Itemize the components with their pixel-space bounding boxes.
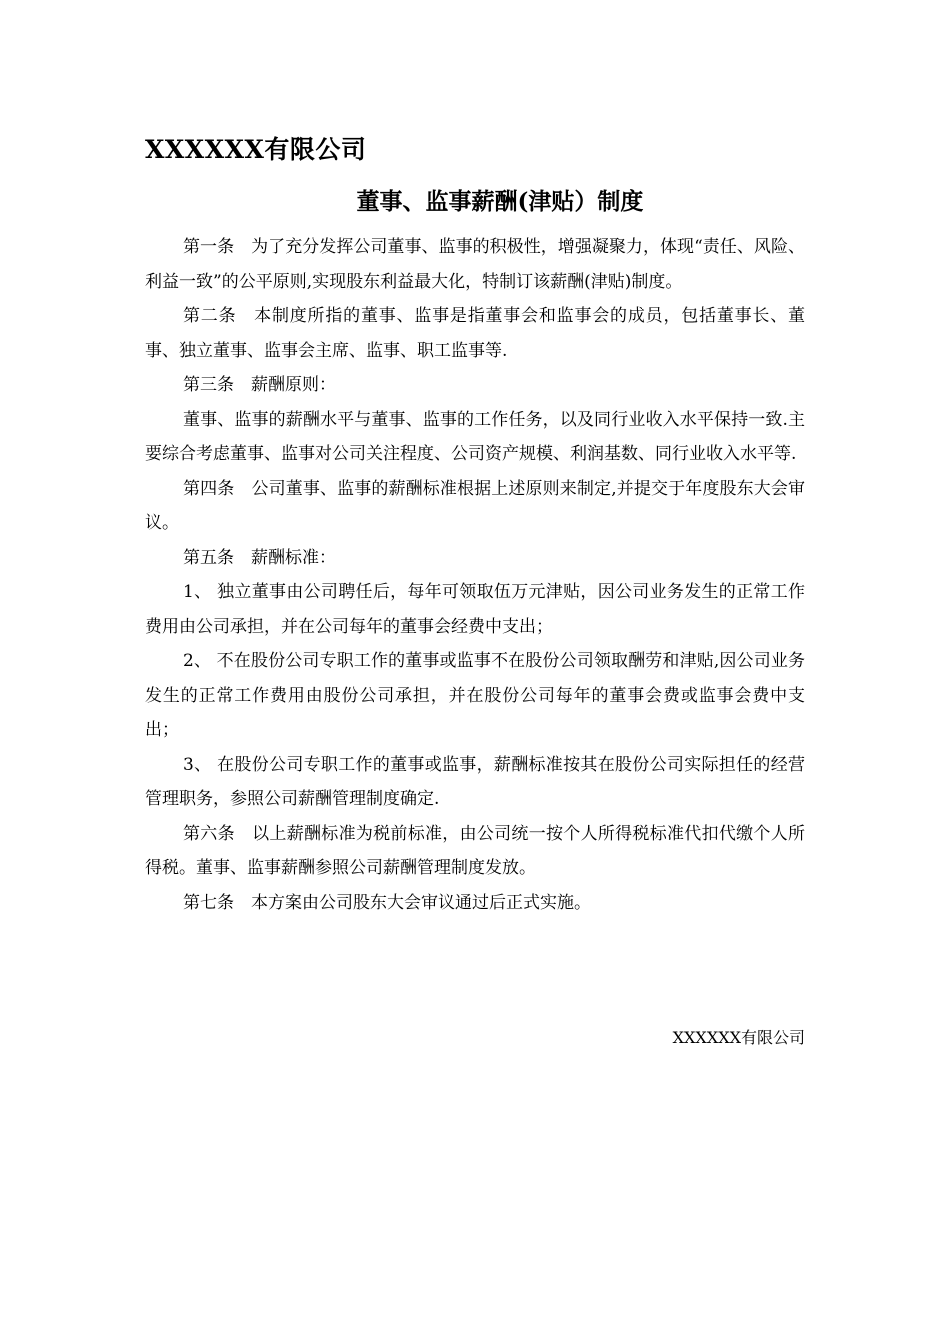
article-5-item-2: 2、 不在股份公司专职工作的董事或监事不在股份公司领取酬劳和津贴,因公司业务发生的正常工作费用由股份公司承担，并在股份公司每年的董事会费或监事会费中支出； — [145, 651, 805, 740]
document-title: 董事、监事薪酬(津贴）制度 — [356, 188, 644, 215]
article-6: 第六条 以上薪酬标准为税前标准，由公司统一按个人所得税标准代扣代缴个人所得税。董事、监事薪酬参照公司薪酬管理制度发放。 — [145, 823, 805, 878]
article-5-item-1: 1、 独立董事由公司聘任后，每年可领取伍万元津贴，因公司业务发生的正常工作费用由公司承担，并在公司每年的董事会经费中支出； — [145, 582, 805, 637]
article-1: 第一条 为了充分发挥公司董事、监事的积极性，增强凝聚力，体现“责任、风险、利益一致”的公平原则,实现股东利益最大化，特制订该薪酬(津贴)制度。 — [145, 237, 805, 292]
article-3: 第三条 薪酬原则： — [183, 375, 336, 395]
article-2: 第二条 本制度所指的董事、监事是指董事会和监事会的成员，包括董事长、董事、独立董事、监事会主席、监事、职工监事等. — [145, 306, 805, 361]
article-5-item-3: 3、 在股份公司专职工作的董事或监事，薪酬标准按其在股份公司实际担任的经营管理职务，参照公司薪酬管理制度确定. — [145, 754, 805, 809]
signature-company: XXXXXX有限公司 — [672, 1028, 805, 1047]
article-5: 第五条 薪酬标准： — [183, 547, 336, 568]
article-4: 第四条 公司董事、监事的薪酬标准根据上述原则来制定,并提交于年度股东大会审议。 — [145, 478, 805, 533]
article-7: 第七条 本方案由公司股东大会审议通过后正式实施。 — [183, 892, 591, 913]
document-body — [145, 230, 805, 920]
company-name-header: XXXXXX有限公司 — [145, 135, 367, 164]
article-3-content: 董事、监事的薪酬水平与董事、监事的工作任务，以及同行业收入水平保持一致.主要综合考虑董事、监事对公司关注程度、公司资产规模、利润基数、同行业收入水平等. — [145, 409, 805, 464]
